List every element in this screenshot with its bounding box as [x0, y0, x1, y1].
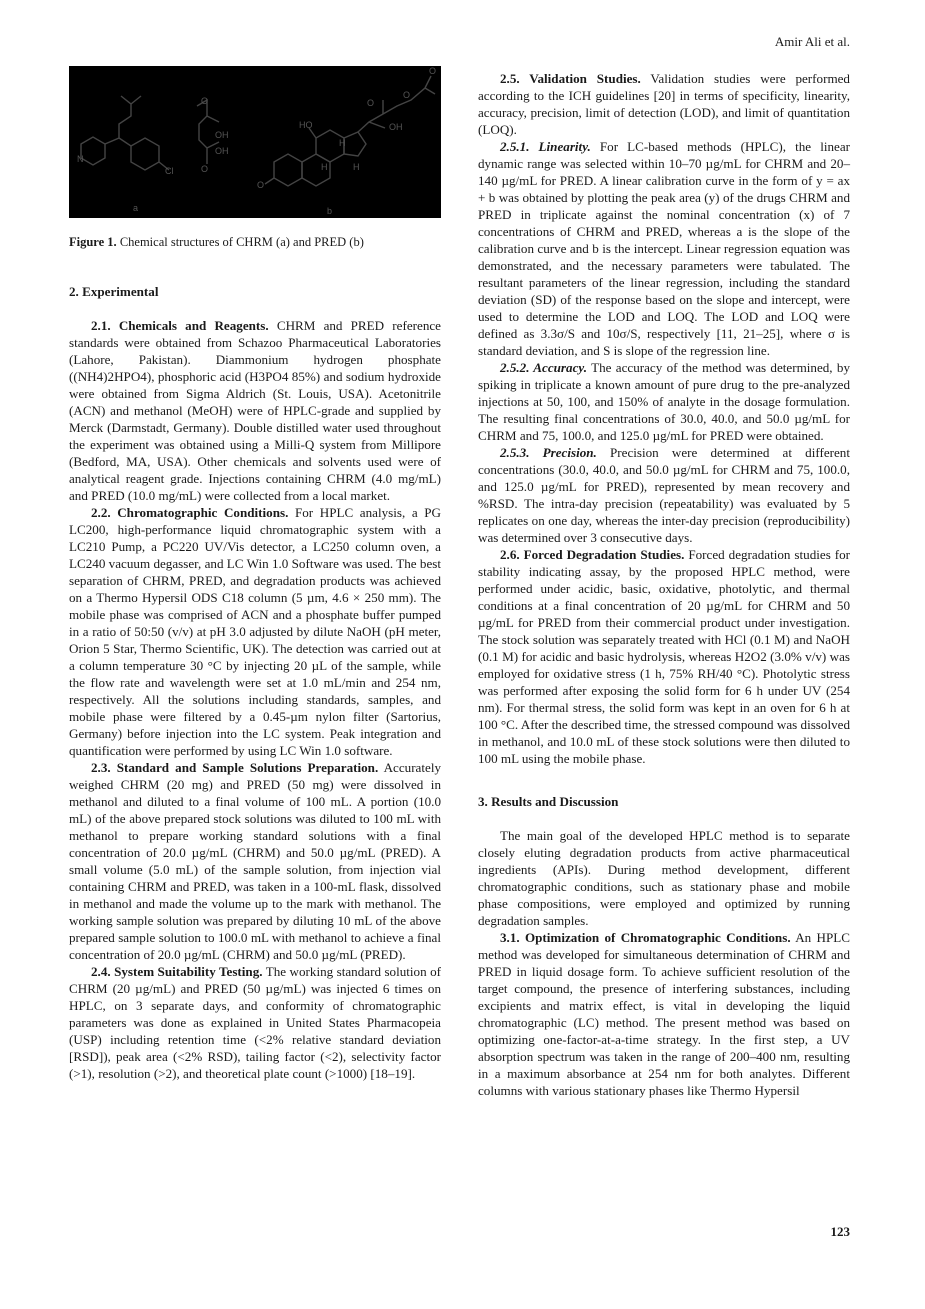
paragraph-2-3-heading: 2.3. Standard and Sample Solutions Preparation.	[91, 760, 379, 775]
paragraph-3-1	[478, 929, 850, 1099]
label-o2: O	[201, 164, 209, 174]
paragraph-3-1-text: An HPLC method was developed for simultaneous determination of CHRM and PRED in liquid dosage form. To achieve sufficient resolution of the target compound, the presence of interfering substances, including excipients and matrix effect, is vital in developing the liquid chromatographic (LC) method. The present method was based on optimizing one-factor-at-a-time strategy. In the first step, a UV absorption spectrum was taken in the range of 200–400 nm, resulting in a maximum absorbance at 254 nm for both analytes. Different columns with various stationary phases like Thermo Hypersil	[478, 930, 850, 1098]
paragraph-2-6	[478, 546, 850, 767]
section-heading-experimental: 2. Experimental	[69, 284, 159, 299]
paragraph-2-5-1	[478, 138, 850, 359]
paragraph-2-5-3	[478, 444, 850, 546]
label-ho: HO	[299, 120, 313, 130]
label-o4: O	[367, 98, 375, 108]
paragraph-2-5-2-heading: 2.5.2. Accuracy.	[500, 360, 587, 375]
paragraph-2-5-1-heading: 2.5.1. Linearity.	[500, 139, 591, 154]
paragraph-2-6-heading: 2.6. Forced Degradation Studies.	[500, 547, 685, 562]
running-header-author: Amir Ali et al.	[774, 34, 850, 49]
paragraph-2-3	[69, 759, 441, 963]
label-b: b	[327, 206, 333, 216]
paragraph-2-3-text: Accurately weighed CHRM (20 mg) and PRED (50 mg) were dissolved in methanol and diluted to a final volume of 100 mL. A portion (10.0 mL) of the above prepared stock solutions was diluted to 100 mL with methanol to prepare working standard solutions with a final concentration of 20.0 µg/mL (CHRM) and 50.0 µg/mL (PRED). A small volume (5.0 mL) of the sample solution, from injection vial containing CHRM and PRED, was taken in a 100-mL flask, dissolved in methanol and made the volume up to the mark with methanol. The working sample solution was prepared by diluting 10 mL of the above prepared sample solution to 100.0 mL with methanol to achieve a final concentration of 20.0 µg/mL (CHRM) and 50.0 µg/mL (PRED).	[69, 760, 441, 962]
label-oh1: OH	[215, 130, 229, 140]
label-o5: O	[403, 90, 411, 100]
figure-caption	[69, 235, 441, 250]
paragraph-2-2-heading: 2.2. Chromatographic Conditions.	[91, 505, 289, 520]
paragraph-3-intro: The main goal of the developed HPLC method is to separate closely eluting degradation products from active pharmaceutical ingredients (APIs). During method development, different chromatographic conditions, such as stationary phase and mobile phase compositions, were employed and optimized by running degradation samples.	[478, 828, 850, 928]
label-n: N	[77, 154, 84, 164]
right-column	[478, 70, 850, 1099]
paragraph-2-5-2	[478, 359, 850, 444]
figure-caption-text: Chemical structures of CHRM (a) and PRED (b)	[116, 235, 364, 249]
paragraph-2-5-2-text: The accuracy of the method was determined, by spiking in triplicate a known amount of pure drug to the pre-analyzed injections at 50, 100, and 150% of analyte in the dosage formulation. The resulting final concentrations of 30.0, 40.0, and 50.0 µg/mL for CHRM and 75, 100.0, and 125.0 µg/mL for PRED were obtained.	[478, 360, 850, 443]
label-o3: O	[257, 180, 265, 190]
left-column	[69, 283, 441, 1082]
page-number: 123	[830, 1224, 850, 1239]
label-oh3: OH	[389, 122, 403, 132]
label-h2: H	[321, 162, 328, 172]
label-o1: O	[201, 96, 209, 106]
section-heading-results: 3. Results and Discussion	[478, 794, 619, 809]
paragraph-2-5-3-heading: 2.5.3. Precision.	[500, 445, 597, 460]
paragraph-2-5-1-text: For LC-based methods (HPLC), the linear dynamic range was selected within 10–70 µg/mL for CHRM and 20–140 µg/mL for PRED. A linear calibration curve in the form of y = ax + b was obtained by plotting the peak area (y) of the drugs CHRM and PRED in triplicate against the nominal concentration (x) of 7 concentrations of CHRM and PRED, whereas a is the slope of the calibration curve and b is the intercept. Linear regression equation was demonstrated, and the necessary parameters were tabulated. The resultant parameters of the linear regression, including the standard deviation (SD) of the response based on the slope and intercept, were used to determine the LOD and LOQ. The LOD and LOQ were defined as 3.3σ/S and 10σ/S, respectively [11, 21–25], where σ is standard deviation, and S is slope of the regression line.	[478, 139, 851, 358]
label-a: a	[133, 203, 139, 213]
figure-caption-label: Figure 1.	[69, 235, 117, 249]
label-h1: H	[339, 138, 346, 148]
figure-chemical-structures	[69, 66, 441, 218]
paragraph-3-1-heading: 3.1. Optimization of Chromatographic Conditions.	[500, 930, 791, 945]
paragraph-2-5-heading: 2.5. Validation Studies.	[500, 71, 641, 86]
paragraph-2-1-text: CHRM and PRED reference standards were obtained from Schazoo Pharmaceutical Laboratories (Lahore, Pakistan). Diammonium hydrogen phosphate ((NH4)2HPO4), phosphoric acid (H3PO4 85%) and sodium hydroxide were obtained from Sigma Aldrich (St. Louis, USA). Acetonitrile (ACN) and methanol (MeOH) were of HPLC-grade and supplied by Merck (Darmstadt, Germany). Double distilled water used throughout the experiment was obtained using a Milli-Q system from Millipore (Bedford, MA, USA). Other chemicals and solvents used were of analytical reagent grade. Injections containing CHRM (4.0 mg/mL) and PRED (10.0 mg/mL) were collected from a local market.	[69, 318, 441, 503]
label-cl: Cl	[165, 166, 174, 176]
paragraph-2-5-text: Validation studies were performed according to the ICH guidelines [20] in terms of specificity, linearity, accuracy, precision, limit of detection (LOD), and limit of quantitation (LOQ).	[478, 71, 850, 137]
paragraph-2-4-heading: 2.4. System Suitability Testing.	[91, 964, 263, 979]
paragraph-2-2-text: For HPLC analysis, a PG LC200, high-performance liquid chromatographic system with a LC210 Pump, a PC220 UV/Vis detector, a LC250 column oven, a LC240 vacuum degasser, and LC Win 1.0 Software was used. The best separation of CHRM, PRED, and degradation products was achieved on a Thermo Hypersil ODS C18 column (5 µm, 4.6 × 250 mm). The mobile phase was comprised of ACN and a phosphate buffer pumped in a ratio of 50:50 (v/v) at pH 3.0 adjusted by dilute NaOH (pH meter, Orion 5 Star, Thermo Scientific, UK). The detection was carried out at a column temperature 30 °C by injecting 20 µL of the sample, while the flow rate and wavelength were set at 1.0 mL/min and 254 nm, respectively. All the solutions including standards, samples, and mobile phase were filtered by a 0.45-µm nylon filter (Sartorius, Germany) before injection into the LC system. Peak integration and quantification were performed by using LC Win 1.0 software.	[69, 505, 441, 758]
paragraph-2-5	[478, 70, 850, 138]
paragraph-2-2	[69, 504, 441, 759]
chemical-structures-drawing	[69, 66, 441, 218]
paragraph-2-1	[69, 317, 441, 504]
label-o6: O	[429, 66, 437, 76]
label-oh2: OH	[215, 146, 229, 156]
paragraph-2-4	[69, 963, 441, 1082]
paragraph-2-5-3-text: Precision were determined at different concentrations (30.0, 40.0, and 50.0 µg/mL for CHRM and 75, 100.0, and 125.0 µg/mL for PRED), represented by mean recovery and %RSD. The intra-day precision (repeatability) was evaluated by 5 replicates on one day, whereas the inter-day precision (reproducibility) was determined over 3 consecutive days.	[478, 445, 850, 545]
label-h3: H	[353, 162, 360, 172]
paragraph-2-4-text: The working standard solution of CHRM (20 µg/mL) and PRED (50 µg/mL) was injected 6 times on HPLC, on 3 separate days, and conformity of chromatographic parameters was done as explained in United States Pharmacopeia (USP) including retention time (<2% relative standard deviation [RSD]), peak area (<2% RSD), tailing factor (<2), selectivity factor (>1), resolution (>2), and theoretical plate count (>1000) [18–19].	[69, 964, 441, 1081]
paragraph-2-6-text: Forced degradation studies for stability indicating assay, by the proposed HPLC method, were performed under acidic, basic, oxidative, photolytic, and thermal conditions at a final concentration of 20 µg/mL for CHRM and 50 µg/mL for PRED from their commercial product under investigation. The stock solution was separately treated with HCl (0.1 M) and NaOH (0.1 M) for acidic and basic hydrolysis, whereas H2O2 (3.0% v/v) was employed for oxidative stress (1 h, 75% RH/40 °C). Photolytic stress was performed after exposing the solid form for 6 h under UV (254 nm). For thermal stress, the solid form was kept in an oven for 6 h at 100 °C. After the described time, the stressed compound was dissolved in methanol, and 10.0 mL of these stock solutions were then diluted to 100 mL using the mobile phase.	[478, 547, 851, 766]
paragraph-2-1-heading: 2.1. Chemicals and Reagents.	[91, 318, 269, 333]
